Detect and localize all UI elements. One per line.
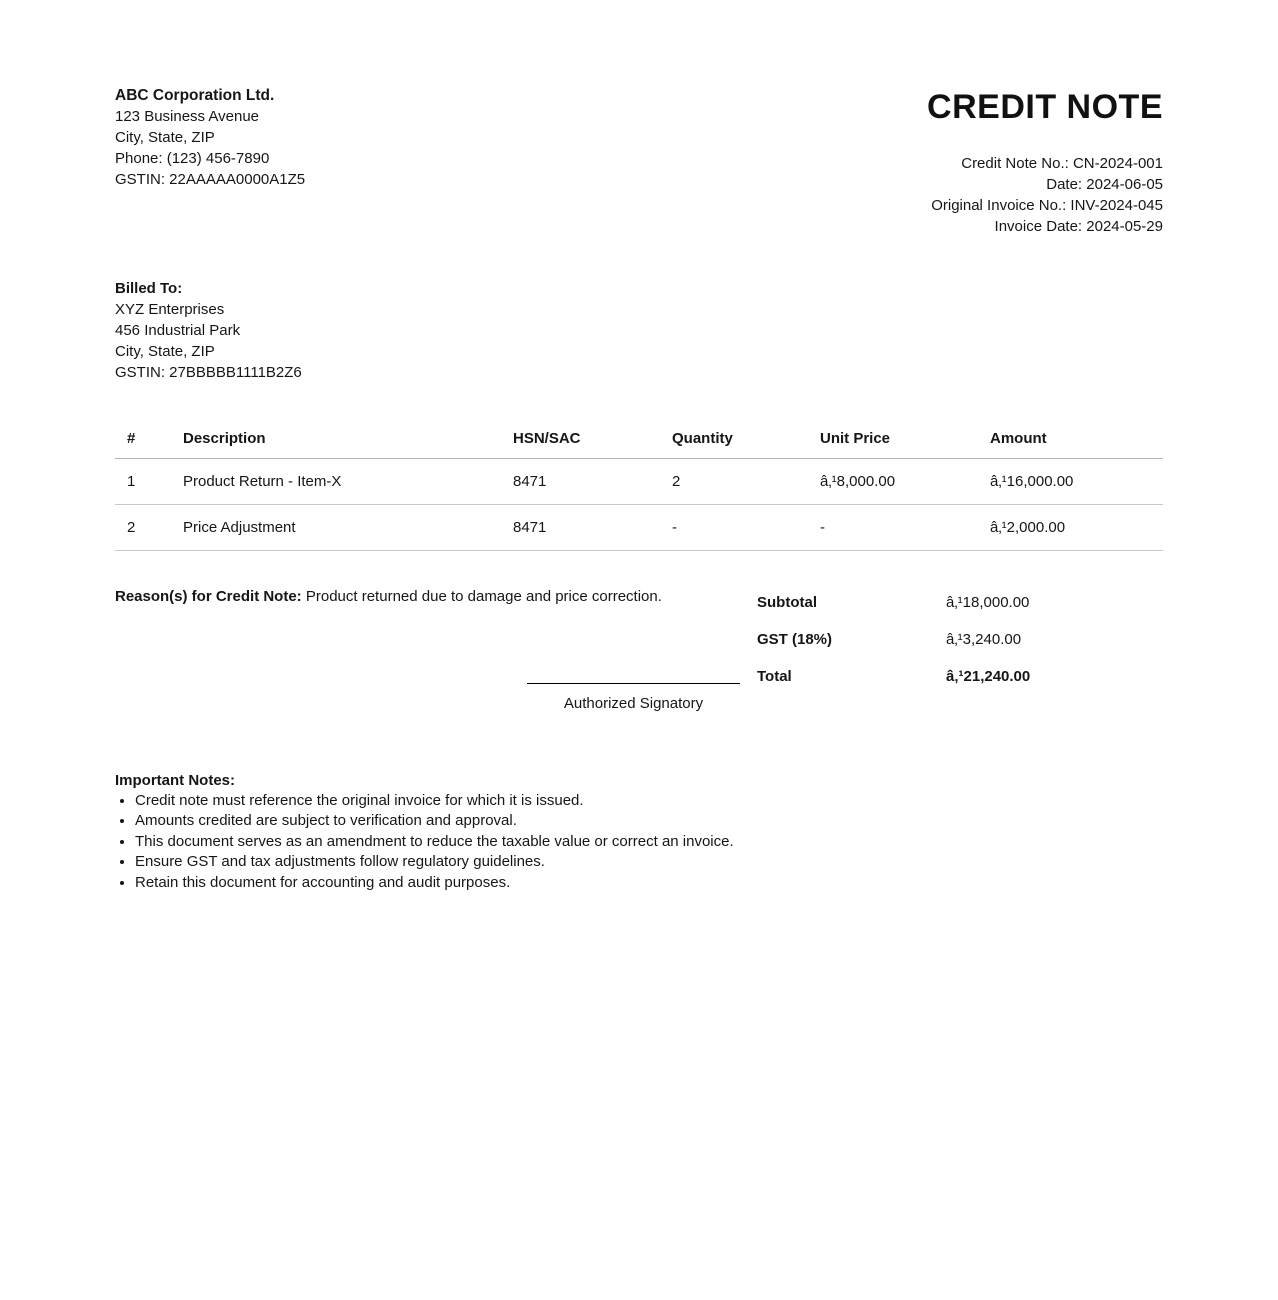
- cell-num: 2: [115, 504, 183, 550]
- cell-description: Price Adjustment: [183, 504, 513, 550]
- total-row: [757, 668, 1163, 685]
- total-label: Total: [757, 667, 792, 685]
- cell-hsn: 8471: [513, 504, 672, 550]
- line-items-table: [115, 420, 1163, 551]
- doc-meta: [927, 153, 1163, 237]
- reason-signature-column: [115, 586, 757, 714]
- totals-block: [757, 586, 1163, 714]
- col-header-unit-price: Unit Price: [820, 420, 990, 458]
- list-item: • This document serves as an amendment to reduce the taxable value or correct an invoice.: [135, 832, 1163, 853]
- cell-quantity: 2: [672, 458, 820, 504]
- important-notes-block: [115, 770, 1163, 894]
- cell-unit-price: â‚¹8,000.00: [820, 458, 990, 504]
- important-notes-heading: Important Notes:: [115, 771, 235, 789]
- authorized-signatory-label: Authorized Signatory: [563, 694, 704, 712]
- document-header: [115, 85, 1163, 237]
- cell-quantity: -: [672, 504, 820, 550]
- company-address-line-2: City, State, ZIP: [115, 129, 215, 146]
- page-title: CREDIT NOTE: [927, 88, 1163, 126]
- list-item: • Retain this document for accounting and audit purposes.: [135, 873, 1163, 894]
- cell-unit-price: -: [820, 504, 990, 550]
- company-name: ABC Corporation Ltd.: [115, 87, 275, 104]
- gst-row: [757, 631, 1163, 648]
- reason-line: [115, 586, 757, 607]
- signature-block: [527, 683, 740, 714]
- col-header-hsn: HSN/SAC: [513, 420, 672, 458]
- cell-amount: â‚¹16,000.00: [990, 458, 1163, 504]
- col-header-num: #: [115, 420, 183, 458]
- original-invoice-date: Invoice Date: 2024-05-29: [994, 218, 1163, 235]
- subtotal-row: [757, 594, 1163, 611]
- billed-to-block: [115, 278, 1163, 383]
- cell-num: 1: [115, 458, 183, 504]
- table-row: [115, 504, 1163, 550]
- billed-to-name: XYZ Enterprises: [115, 301, 225, 318]
- company-block: [115, 85, 305, 190]
- credit-note-date: Date: 2024-06-05: [1046, 176, 1163, 193]
- table-row: [115, 458, 1163, 504]
- gst-value: â‚¹3,240.00: [946, 630, 1022, 648]
- cell-description: Product Return - Item-X: [183, 458, 513, 504]
- important-notes-list: [115, 791, 1163, 894]
- company-address-line-1: 123 Business Avenue: [115, 108, 260, 125]
- doc-title-block: [927, 85, 1163, 237]
- summary-section: [115, 586, 1163, 714]
- cell-hsn: 8471: [513, 458, 672, 504]
- list-item: • Credit note must reference the original invoice for which it is issued.: [135, 791, 1163, 812]
- list-item: • Amounts credited are subject to verification and approval.: [135, 811, 1163, 832]
- col-header-description: Description: [183, 420, 513, 458]
- cell-amount: â‚¹2,000.00: [990, 504, 1163, 550]
- subtotal-value: â‚¹18,000.00: [946, 593, 1030, 611]
- original-invoice-number: Original Invoice No.: INV-2024-045: [931, 197, 1163, 214]
- billed-to-address-line-1: 456 Industrial Park: [115, 322, 241, 339]
- reason-text: Product returned due to damage and price correction.: [305, 587, 662, 605]
- credit-note-number: Credit Note No.: CN-2024-001: [961, 155, 1163, 172]
- subtotal-label: Subtotal: [757, 593, 817, 611]
- col-header-amount: Amount: [990, 420, 1163, 458]
- billed-to-label: Billed To:: [115, 280, 183, 297]
- company-gstin: GSTIN: 22AAAAA0000A1Z5: [115, 171, 306, 188]
- reason-label: Reason(s) for Credit Note:: [115, 587, 302, 605]
- total-value: â‚¹21,240.00: [946, 667, 1031, 685]
- company-phone: Phone: (123) 456-7890: [115, 150, 270, 167]
- col-header-quantity: Quantity: [672, 420, 820, 458]
- table-header-row: [115, 420, 1163, 458]
- billed-to-gstin: GSTIN: 27BBBBB1111B2Z6: [115, 364, 302, 381]
- billed-to-address-line-2: City, State, ZIP: [115, 343, 215, 360]
- list-item: • Ensure GST and tax adjustments follow regulatory guidelines.: [135, 852, 1163, 873]
- gst-label: GST (18%): [757, 630, 833, 648]
